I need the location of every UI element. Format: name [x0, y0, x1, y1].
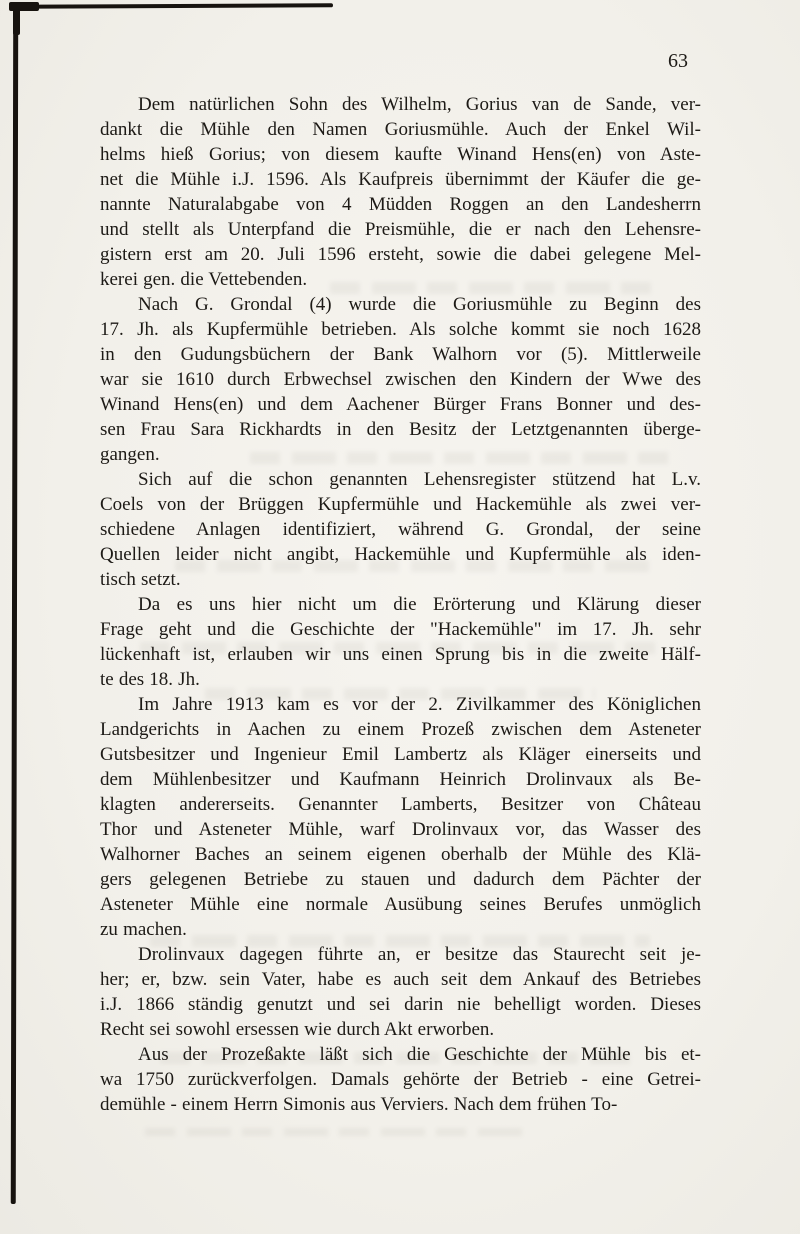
text-line: schiedene Anlagen identifiziert, während G. Grondal, der seine [100, 519, 701, 540]
paragraph [100, 467, 701, 592]
text-line: Drolinvaux dagegen führte an, er besitze das Staurecht seit je- [138, 944, 701, 965]
text-line: demühle - einem Herrn Simonis aus Verviers. Nach dem frühen To- [100, 1094, 618, 1115]
text-line: helms hieß Gorius; von diesem kaufte Winand Hens(en) von Aste- [100, 144, 701, 165]
text-line: war sie 1610 durch Erbwechsel zwischen den Kindern der Wwe des [100, 369, 701, 390]
text-line: Sich auf die schon genannten Lehensregister stützend hat L.v. [138, 469, 701, 490]
text-line: Nach G. Grondal (4) wurde die Goriusmühle zu Beginn des [138, 294, 701, 315]
text-line: nannte Naturalabgabe von 4 Müdden Roggen an den Landesherrn [100, 194, 701, 215]
text-line: Landgerichts in Aachen zu einem Prozeß zwischen dem Asteneter [100, 719, 701, 740]
text-line: Asteneter Mühle eine normale Ausübung seines Berufes unmöglich [100, 894, 701, 915]
text-line: dem Mühlenbesitzer und Kaufmann Heinrich Drolinvaux als Be- [100, 769, 701, 790]
text-line: te des 18. Jh. [100, 669, 200, 690]
scan-edge-corner-drop [13, 9, 20, 35]
text-line: Dem natürlichen Sohn des Wilhelm, Gorius van de Sande, ver- [138, 94, 701, 115]
page-number: 63 [668, 50, 688, 72]
text-line: und stellt als Unterpfand die Preismühle, die er nach den Lehensre- [100, 219, 701, 240]
text-line: net die Mühle i.J. 1596. Als Kaufpreis übernimmt der Käufer die ge- [100, 169, 701, 190]
paragraph [100, 292, 701, 467]
text-line: lückenhaft ist, erlauben wir uns einen Sprung bis in die zweite Hälf- [100, 644, 701, 665]
bleed-through-text [145, 1128, 525, 1136]
text-line: Frage geht und die Geschichte der "Hackemühle" im 17. Jh. sehr [100, 619, 701, 640]
body-text [100, 92, 701, 1117]
scan-edge-top [11, 3, 333, 8]
paragraph [100, 1042, 701, 1117]
text-line: sen Frau Sara Rickhardts in den Besitz der Letztgenannten überge- [100, 419, 701, 440]
scan-edge-left [11, 6, 19, 1204]
text-line: tisch setzt. [100, 569, 181, 590]
text-line: klagten andererseits. Genannter Lamberts, Besitzer von Château [100, 794, 701, 815]
text-line: zu machen. [100, 919, 187, 940]
paragraph [100, 92, 701, 292]
text-line: Quellen leider nicht angibt, Hackemühle und Kupfermühle als iden- [100, 544, 701, 565]
text-line: Im Jahre 1913 kam es vor der 2. Zivilkammer des Königlichen [138, 694, 701, 715]
text-line: Aus der Prozeßakte läßt sich die Geschichte der Mühle bis et- [138, 1044, 701, 1065]
text-line: Gutsbesitzer und Ingenieur Emil Lambertz als Kläger einerseits und [100, 744, 701, 765]
text-line: i.J. 1866 ständig genutzt und sei darin nie behelligt worden. Dieses [100, 994, 701, 1015]
text-line: Da es uns hier nicht um die Erörterung und Klärung dieser [138, 594, 701, 615]
text-line: gers gelegenen Betriebe zu stauen und dadurch dem Pächter der [100, 869, 701, 890]
paragraph [100, 592, 701, 692]
text-line: gistern erst am 20. Juli 1596 ersteht, sowie die dabei gelegene Mel- [100, 244, 701, 265]
text-line: her; er, bzw. sein Vater, habe es auch seit dem Ankauf des Betriebes [100, 969, 701, 990]
paragraph [100, 942, 701, 1042]
text-line: dankt die Mühle den Namen Goriusmühle. Auch der Enkel Wil- [100, 119, 701, 140]
text-line: Walhorner Baches an seinem eigenen oberhalb der Mühle des Klä- [100, 844, 701, 865]
text-line: wa 1750 zurückverfolgen. Damals gehörte der Betrieb - eine Getrei- [100, 1069, 701, 1090]
text-line: in den Gudungsbüchern der Bank Walhorn vor (5). Mittlerweile [100, 344, 701, 365]
text-line: Thor und Asteneter Mühle, warf Drolinvaux vor, das Wasser des [100, 819, 701, 840]
text-line: Coels von der Brüggen Kupfermühle und Hackemühle als zwei ver- [100, 494, 701, 515]
text-line: gangen. [100, 444, 160, 465]
text-line: Recht sei sowohl ersessen wie durch Akt erworben. [100, 1019, 495, 1040]
paragraph [100, 692, 701, 942]
text-line: Winand Hens(en) und dem Aachener Bürger Frans Bonner und des- [100, 394, 701, 415]
text-line: kerei gen. die Vettebenden. [100, 269, 308, 290]
text-line: 17. Jh. als Kupfermühle betrieben. Als solche kommt sie noch 1628 [100, 319, 701, 340]
